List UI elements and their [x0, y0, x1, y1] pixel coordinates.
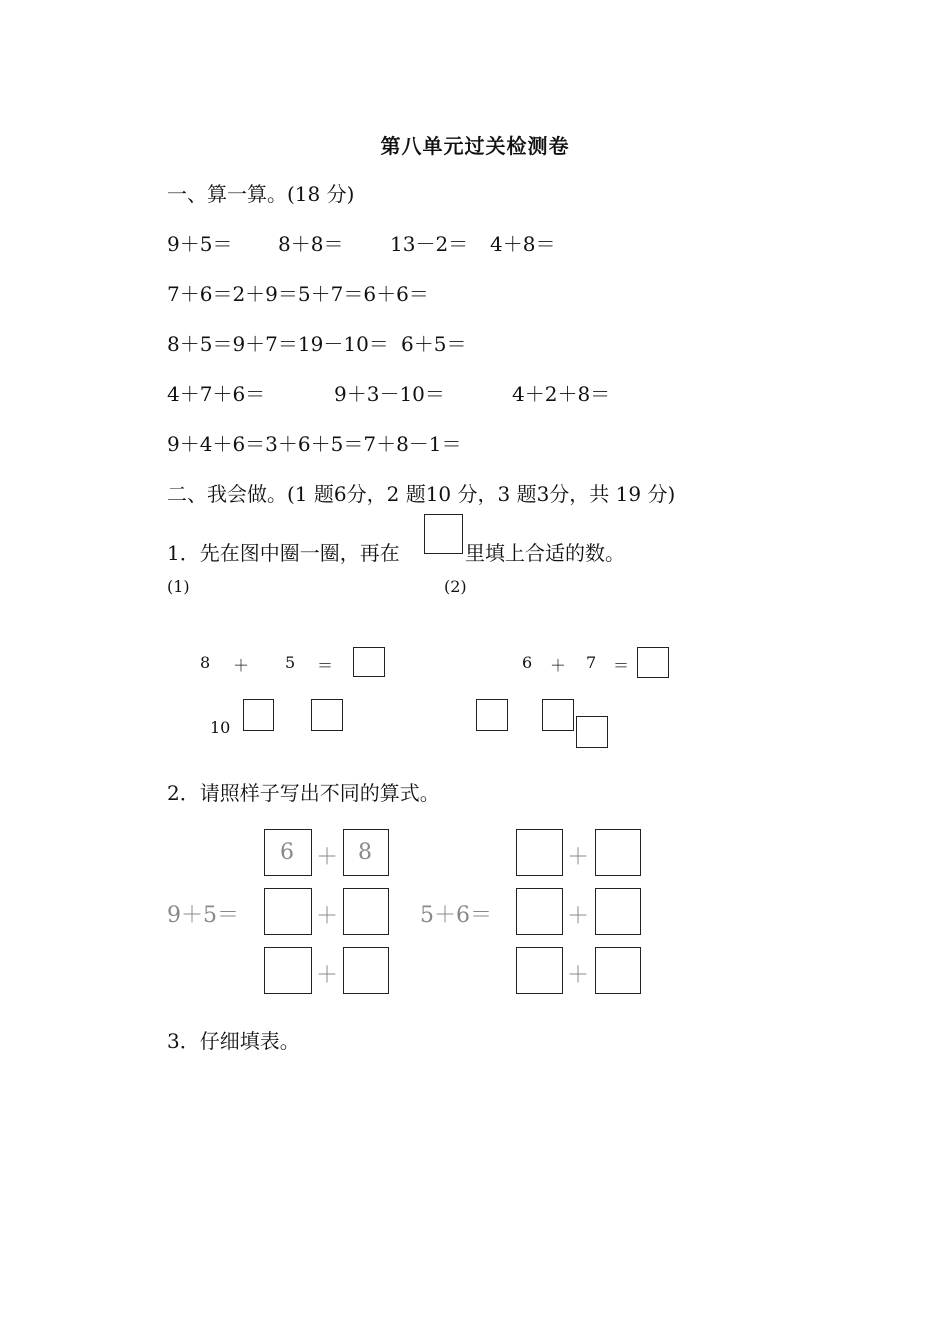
answer-box[interactable] — [343, 947, 389, 994]
part1-plus: ＋ — [233, 656, 250, 675]
pear-icon — [219, 579, 239, 609]
q1-prompt-suffix: 里填上合适的数。 — [465, 541, 625, 565]
problem: 8＋8＝ — [278, 232, 344, 256]
flag-icon — [481, 573, 491, 595]
answer-box[interactable] — [264, 947, 312, 994]
problem: 4＋7＋6＝ — [167, 382, 266, 406]
problem: 13－2＝ — [390, 232, 469, 256]
pear-icon — [195, 611, 215, 641]
part1-split-box-right[interactable] — [311, 699, 343, 731]
pear-icon — [219, 611, 239, 641]
flag-icon — [525, 609, 535, 631]
q1-prompt-prefix: 1．先在图中圈一圈，再在 — [167, 541, 400, 565]
plus-sign: ＋ — [316, 845, 339, 870]
prompt-answer-box-icon — [424, 514, 463, 554]
part2-addend-a: 6 — [522, 653, 533, 672]
part2-equals: ＝ — [613, 656, 630, 675]
answer-box[interactable] — [595, 829, 641, 876]
section1-heading: 一、算一算。(18 分) — [167, 182, 355, 206]
part1-addend-a: 8 — [200, 653, 211, 672]
page-title: 第八单元过关检测卷 — [380, 134, 570, 158]
answer-box[interactable] — [264, 888, 312, 935]
q2-left-expression: 9＋5＝ — [167, 903, 239, 928]
pear-icon — [243, 579, 263, 609]
plus-sign: ＋ — [567, 904, 590, 929]
section2-heading: 二、我会做。(1 题6分，2 题10 分，3 题3分，共 19 分) — [167, 482, 676, 506]
flag-icon — [503, 609, 513, 631]
problem-row: 7＋6＝2＋9＝5＋7＝6＋6＝ — [167, 282, 429, 306]
part1-equals: ＝ — [317, 656, 334, 675]
part2-addend-b: 7 — [586, 653, 597, 672]
pear-icon — [375, 579, 395, 609]
part2-label: (2) — [444, 577, 467, 596]
part2-split-box-left[interactable] — [476, 699, 508, 731]
problem: 4＋8＝ — [490, 232, 556, 256]
answer-box[interactable] — [595, 947, 641, 994]
pear-icon — [195, 579, 215, 609]
answer-box[interactable] — [595, 888, 641, 935]
q2-prompt: 2．请照样子写出不同的算式。 — [167, 781, 440, 805]
pear-icon — [351, 579, 371, 609]
pear-icon — [363, 611, 383, 641]
problem: 4＋2＋8＝ — [512, 382, 611, 406]
part1-ten: 10 — [210, 718, 231, 737]
q3-prompt: 3．仔细填表。 — [167, 1029, 300, 1053]
plus-sign: ＋ — [316, 904, 339, 929]
flag-icon — [623, 609, 633, 631]
plus-sign: ＋ — [567, 845, 590, 870]
problem: 6＋5＝ — [401, 332, 467, 356]
pear-icon — [267, 611, 287, 641]
answer-box[interactable] — [516, 947, 563, 994]
part1-label: (1) — [167, 577, 190, 596]
plus-sign: ＋ — [316, 963, 339, 988]
flag-icon — [601, 609, 611, 631]
pear-icon — [327, 579, 347, 609]
flag-icon — [579, 573, 589, 595]
part1-sum-box[interactable] — [353, 647, 385, 677]
flag-icon — [525, 573, 535, 595]
flag-icon — [645, 573, 655, 595]
pear-icon — [339, 611, 359, 641]
problem-row: 8＋5＝9＋7＝19－10＝ — [167, 332, 389, 356]
part2-plus: ＋ — [550, 656, 567, 675]
part1-addend-b: 5 — [285, 653, 296, 672]
part2-sum-box[interactable] — [637, 647, 669, 678]
part2-split-box-right[interactable] — [542, 699, 574, 731]
q2-right-expression: 5＋6＝ — [420, 903, 492, 928]
answer-box[interactable] — [516, 888, 563, 935]
pear-icon — [243, 611, 263, 641]
flag-icon — [601, 573, 611, 595]
flag-icon — [503, 573, 513, 595]
flag-icon — [579, 609, 589, 631]
example-value-a: 6 — [280, 840, 294, 865]
problem-row: 9＋4＋6＝3＋6＋5＝7＋8－1＝ — [167, 432, 462, 456]
example-value-b: 8 — [358, 840, 372, 865]
problem: 9＋3－10＝ — [334, 382, 445, 406]
flag-icon — [481, 609, 491, 631]
part2-ten-box[interactable] — [576, 716, 608, 748]
answer-box[interactable] — [516, 829, 563, 876]
part1-split-box-left[interactable] — [243, 699, 274, 731]
answer-box[interactable] — [343, 888, 389, 935]
flag-icon — [623, 573, 633, 595]
pear-icon — [267, 579, 287, 609]
problem: 9＋5＝ — [167, 232, 233, 256]
plus-sign: ＋ — [567, 963, 590, 988]
